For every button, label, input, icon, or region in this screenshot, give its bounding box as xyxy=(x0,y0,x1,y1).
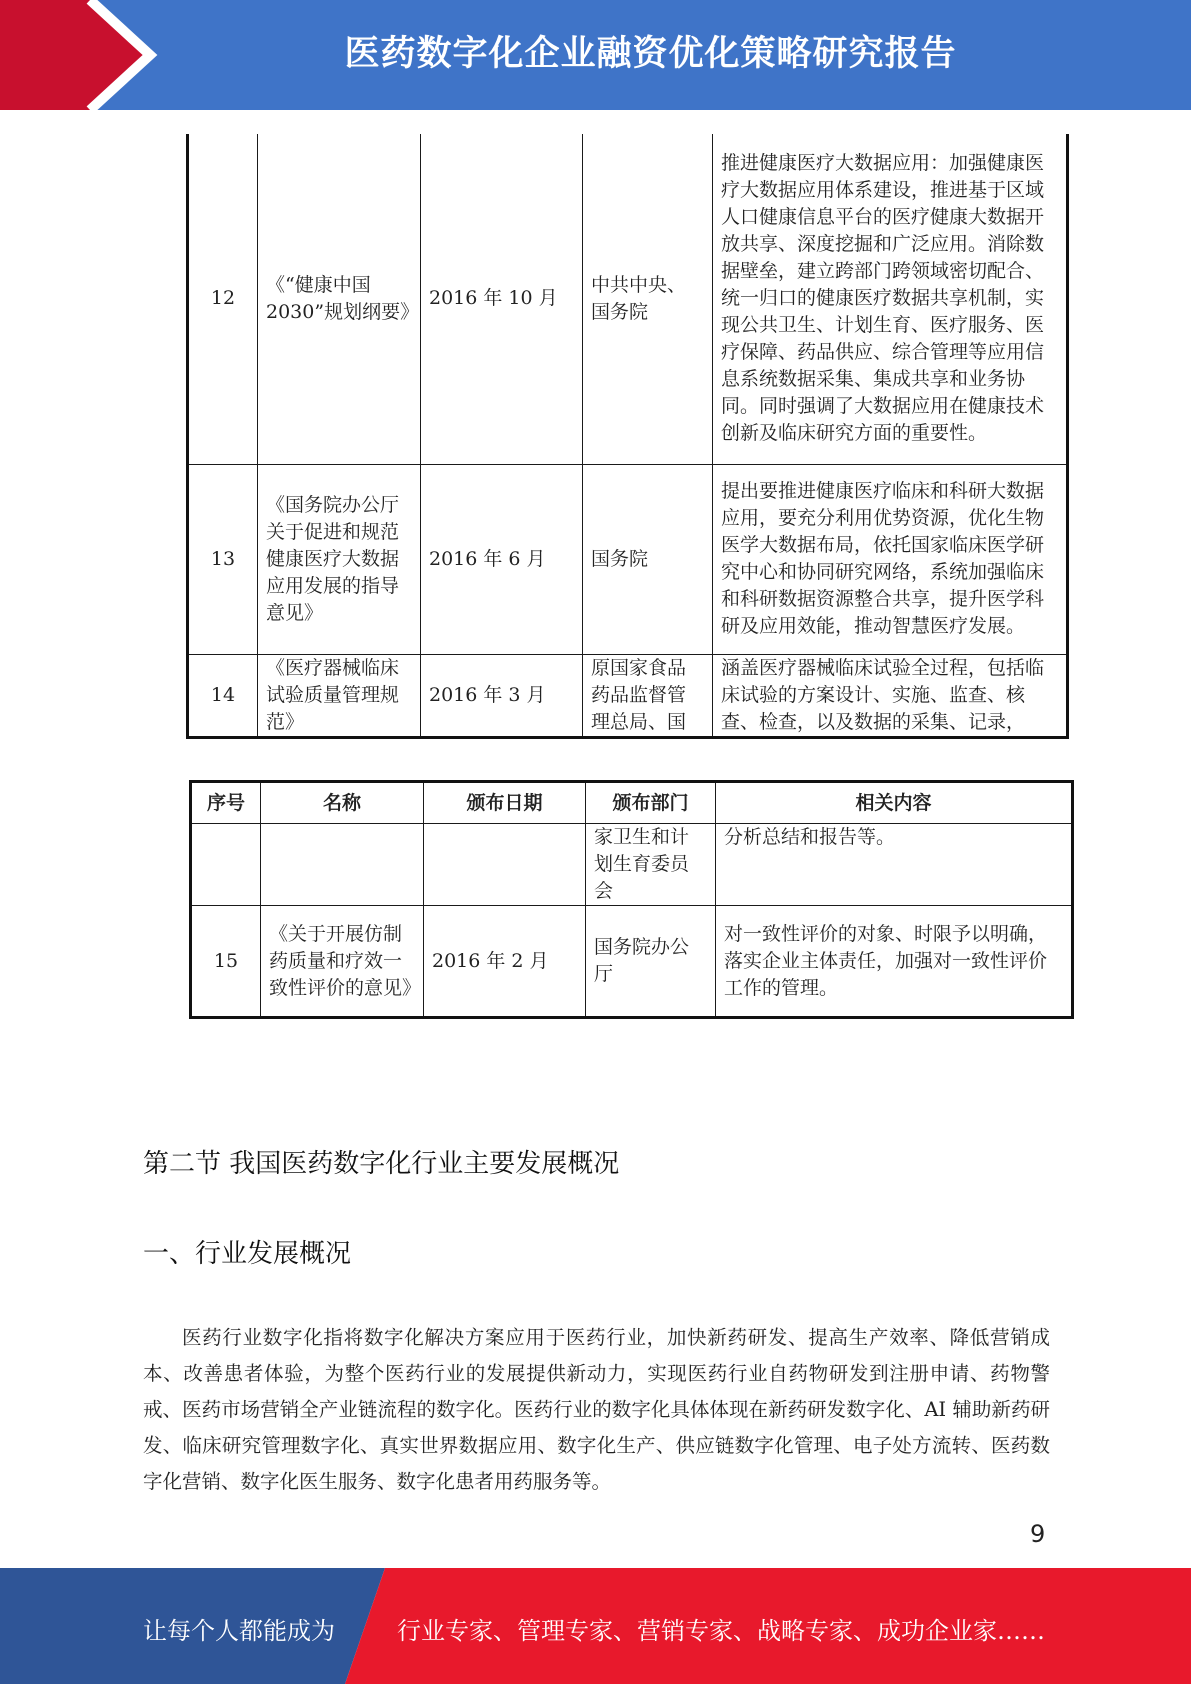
row-date: 2016 年 2 月 xyxy=(424,906,586,1018)
table-row xyxy=(188,654,1068,737)
header-name: 名称 xyxy=(261,782,424,824)
table-header-row xyxy=(191,782,1073,824)
row-name: 《医疗器械临床试验质量管理规范》 xyxy=(258,654,421,737)
row-content: 提出要推进健康医疗临床和科研大数据应用，要充分利用优势资源，优化生物医学大数据布局，依托国家临床医学研究中心和协同研究网络，系统加强临床和科研数据资源整合共享，提升医学科研及应用效能，推动智慧医疗发展。 xyxy=(713,464,1068,654)
row-date: 2016 年 6 月 xyxy=(421,464,583,654)
page-number: 9 xyxy=(1030,1520,1046,1548)
row-index xyxy=(191,824,261,906)
row-name xyxy=(261,824,424,906)
page-footer xyxy=(0,1568,1191,1684)
row-dept: 中共中央、国务院 xyxy=(583,134,713,464)
section-heading: 第二节 我国医药数字化行业主要发展概况 xyxy=(143,1149,620,1179)
row-date: 2016 年 10 月 xyxy=(421,134,583,464)
table-row xyxy=(191,824,1073,906)
row-date: 2016 年 3 月 xyxy=(421,654,583,737)
header-content: 相关内容 xyxy=(716,782,1073,824)
row-content: 对一致性评价的对象、时限予以明确，落实企业主体责任，加强对一致性评价工作的管理。 xyxy=(716,906,1073,1018)
row-index: 13 xyxy=(188,464,258,654)
row-date xyxy=(424,824,586,906)
row-name: 《关于开展仿制药质量和疗效一致性评价的意见》 xyxy=(261,906,424,1018)
regulation-table-continued xyxy=(186,134,1069,739)
table-row xyxy=(191,906,1073,1018)
regulation-table xyxy=(189,780,1074,1019)
header-index: 序号 xyxy=(191,782,261,824)
header-red-arrow xyxy=(0,0,150,110)
row-name: 《国务院办公厅关于促进和规范健康医疗大数据应用发展的指导意见》 xyxy=(258,464,421,654)
row-content: 推进健康医疗大数据应用：加强健康医疗大数据应用体系建设，推进基于区域人口健康信息平台的医疗健康大数据开放共享、深度挖掘和广泛应用。消除数据壁垒，建立跨部门跨领域密切配合、统一归口的健康医疗数据共享机制，实现公共卫生、计划生育、医疗服务、医疗保障、药品供应、综合管理等应用信息系统数据采集、集成共享和业务协同。同时强调了大数据应用在健康技术创新及临床研究方面的重要性。 xyxy=(713,134,1068,464)
table-row xyxy=(188,464,1068,654)
row-content: 涵盖医疗器械临床试验全过程，包括临床试验的方案设计、实施、监查、核查、检查，以及数据的采集、记录， xyxy=(713,654,1068,737)
footer-slogan-right: 行业专家、管理专家、营销专家、战略专家、成功企业家…… xyxy=(397,1617,1045,1645)
row-index: 14 xyxy=(188,654,258,737)
row-index: 12 xyxy=(188,134,258,464)
body-paragraph: 医药行业数字化指将数字化解决方案应用于医药行业，加快新药研发、提高生产效率、降低营销成本、改善患者体验，为整个医药行业的发展提供新动力，实现医药行业自药物研发到注册申请、药物警戒、医药市场营销全产业链流程的数字化。医药行业的数字化具体体现在新药研发数字化、AI 辅助新药研发、临床研究管理数字化、真实世界数据应用、数字化生产、供应链数字化管理、电子处方流转、医药数字化营销、数字化医生服务、数字化患者用药服务等。 xyxy=(143,1325,1050,1493)
row-dept: 国务院办公厅 xyxy=(586,906,716,1018)
footer-slogan-left: 让每个人都能成为 xyxy=(143,1617,335,1645)
row-dept: 家卫生和计划生育委员会 xyxy=(586,824,716,906)
row-content: 分析总结和报告等。 xyxy=(716,824,1073,906)
header-date: 颁布日期 xyxy=(424,782,586,824)
header-dept: 颁布部门 xyxy=(586,782,716,824)
row-index: 15 xyxy=(191,906,261,1018)
row-name: 《“健康中国2030”规划纲要》 xyxy=(258,134,421,464)
row-dept: 原国家食品药品监督管理总局、国 xyxy=(583,654,713,737)
row-dept: 国务院 xyxy=(583,464,713,654)
subsection-heading: 一、行业发展概况 xyxy=(143,1239,352,1269)
document-title: 医药数字化企业融资优化策略研究报告 xyxy=(344,34,957,74)
page-header xyxy=(0,0,1191,110)
table-row xyxy=(188,134,1068,464)
